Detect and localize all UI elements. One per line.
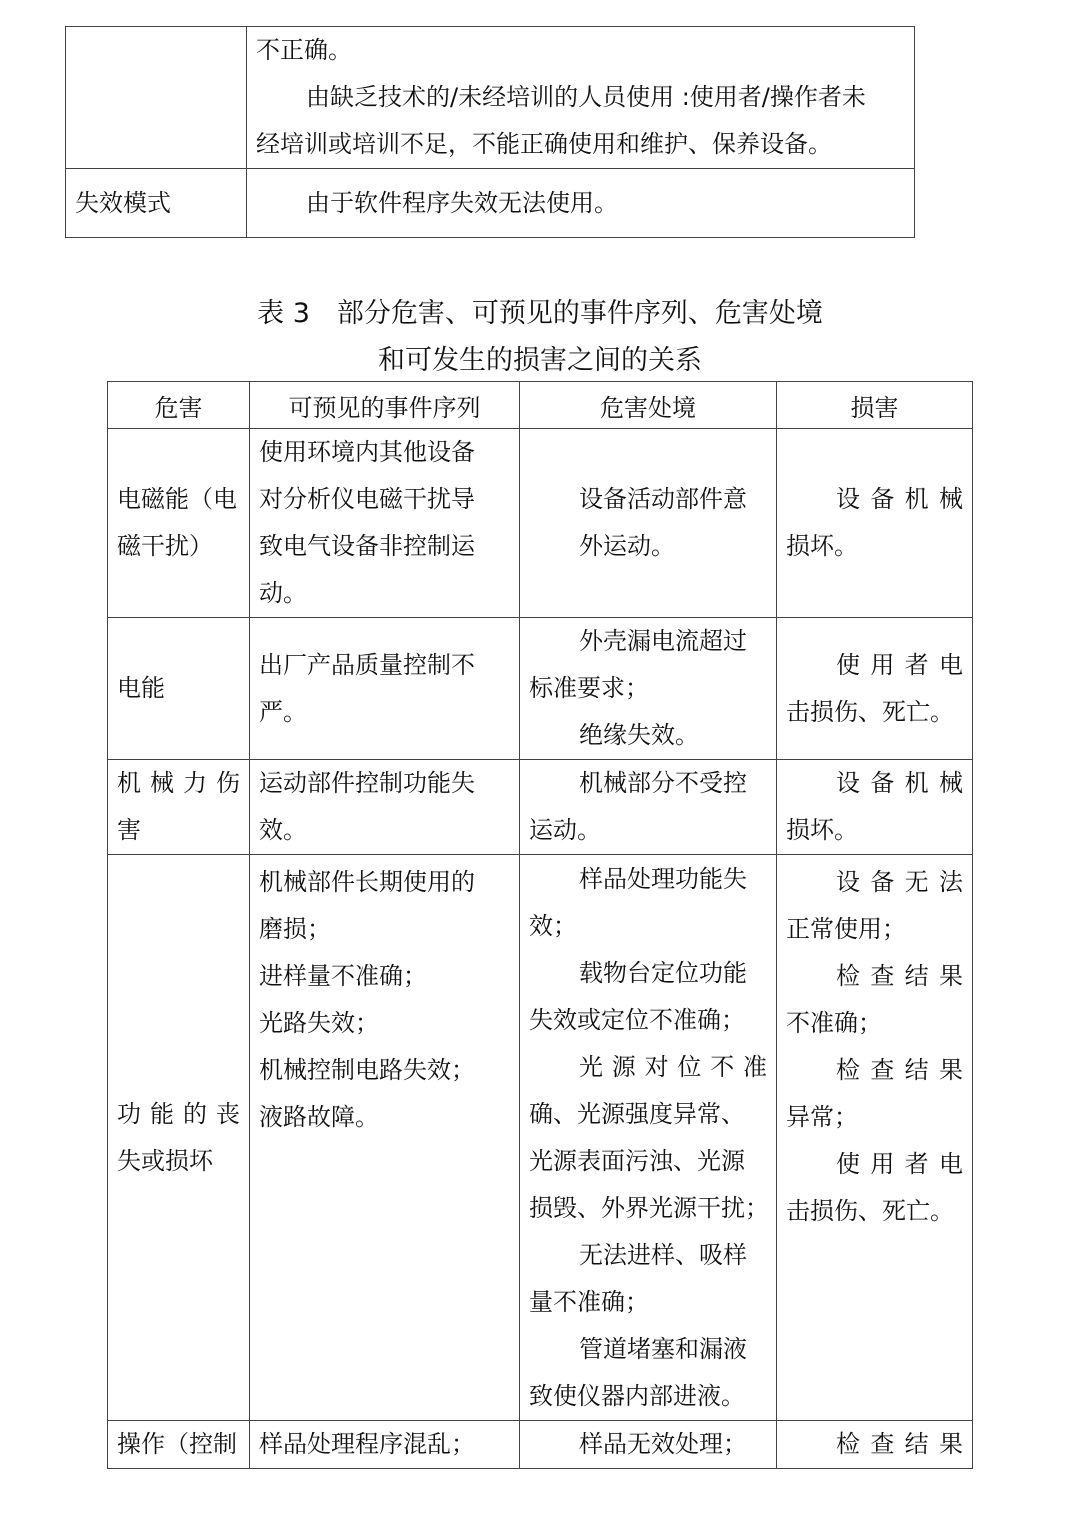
text-line: 致电气设备非控制运 — [259, 532, 475, 560]
text-line: 样品无效处理； — [579, 1430, 747, 1458]
text-line: 使用者电 — [836, 1150, 963, 1178]
table-caption-line2: 和可发生的损害之间的关系 — [378, 345, 702, 376]
text-line: 样品处理程序混乱； — [259, 1430, 475, 1458]
text-line: 失效模式 — [75, 188, 171, 217]
previous-table — [65, 26, 915, 238]
text-line: 使用者电 — [836, 650, 963, 679]
harm-cell — [777, 1421, 973, 1469]
table-row — [108, 429, 973, 618]
text-line: 无法进样、吸样 — [579, 1240, 747, 1269]
header-situation: 危害处境 — [520, 382, 777, 429]
text-line: 标准要求； — [529, 674, 649, 702]
events-cell — [250, 618, 520, 760]
text-line: 绝缘失效。 — [579, 721, 699, 749]
row-content — [247, 169, 915, 238]
text-line: 机械力伤 — [117, 769, 240, 797]
text-line: 不准确； — [786, 1009, 882, 1037]
text-line: 液路故障。 — [259, 1103, 379, 1131]
header-harm: 损害 — [777, 382, 973, 429]
text-line: 击损伤、死亡。 — [786, 697, 954, 726]
text-line: 光源表面污浊、光源 — [529, 1146, 745, 1175]
hazard-table — [107, 381, 973, 1469]
harm-cell — [777, 429, 973, 618]
text-line: 进样量不准确； — [259, 962, 427, 990]
text-line: 失效或定位不准确； — [529, 1005, 745, 1034]
harm-cell — [777, 760, 973, 855]
table-row — [108, 618, 973, 760]
text-line: 设备机械 — [836, 485, 963, 513]
harm-cell — [777, 855, 973, 1421]
text-line: 功能的丧 — [117, 1099, 240, 1128]
harm-cell — [777, 618, 973, 760]
text-line: 检查结果 — [836, 1430, 963, 1458]
text-line: 机械控制电路失效； — [259, 1056, 475, 1084]
row-label — [66, 27, 247, 169]
text-line: 机械部分不受控 — [579, 769, 747, 797]
text-line: 设备活动部件意 — [579, 485, 747, 513]
text-line: 严。 — [259, 697, 307, 726]
text-line: 损坏。 — [786, 816, 858, 844]
text-line: 正常使用； — [786, 915, 906, 943]
text-line: 磨损； — [259, 915, 331, 943]
text-line: 量不准确； — [529, 1287, 649, 1316]
text-line: 确、光源强度异常、 — [529, 1099, 745, 1128]
situation-cell — [520, 618, 777, 760]
events-cell — [250, 855, 520, 1421]
text-line: 效。 — [259, 816, 307, 844]
table-row — [108, 760, 973, 855]
text-line: 由缺乏技术的/未经培训的人员使用 :使用者/操作者未 — [306, 83, 866, 111]
text-line: 光源对位不准 — [579, 1052, 767, 1081]
hazard-cell — [108, 429, 250, 618]
situation-cell — [520, 1421, 777, 1469]
hazard-cell — [108, 855, 250, 1421]
hazard-cell — [108, 1421, 250, 1469]
text-line: 异常； — [786, 1103, 858, 1131]
table-row — [108, 855, 973, 1421]
hazard-cell — [108, 618, 250, 760]
text-line: 外运动。 — [579, 532, 675, 560]
situation-cell — [520, 429, 777, 618]
text-line: 运动。 — [529, 816, 601, 844]
text-line: 对分析仪电磁干扰导 — [259, 485, 475, 513]
text-line: 管道堵塞和漏液 — [579, 1334, 747, 1363]
text-line: 动。 — [259, 579, 307, 607]
events-cell — [250, 1421, 520, 1469]
text-line: 损毁、外界光源干扰； — [529, 1193, 769, 1222]
text-line: 设备机械 — [836, 769, 963, 797]
text-line: 效； — [529, 911, 577, 940]
text-line: 电能 — [117, 674, 165, 702]
table-row — [66, 27, 915, 169]
table-header-row — [108, 382, 973, 429]
hazard-cell — [108, 760, 250, 855]
table-row — [66, 169, 915, 238]
header-hazard: 危害 — [108, 382, 250, 429]
header-events: 可预见的事件序列 — [250, 382, 520, 429]
text-line: 击损伤、死亡。 — [786, 1197, 954, 1225]
text-line: 运动部件控制功能失 — [259, 769, 475, 797]
text-line: 损坏。 — [786, 532, 858, 560]
events-cell — [250, 760, 520, 855]
text-line: 设备无法 — [836, 868, 963, 896]
table-caption-line1: 表 3 部分危害、可预见的事件序列、危害处境 — [257, 298, 823, 329]
text-line: 由于软件程序失效无法使用。 — [306, 188, 618, 217]
text-line: 使用环境内其他设备 — [259, 438, 475, 466]
events-cell — [250, 429, 520, 618]
text-line: 检查结果 — [836, 962, 963, 990]
text-line: 失或损坏 — [117, 1146, 213, 1175]
row-content — [247, 27, 915, 169]
text-line: 光路失效； — [259, 1009, 379, 1037]
text-line: 载物台定位功能 — [579, 958, 747, 987]
text-line: 害 — [117, 816, 141, 844]
row-label — [66, 169, 247, 238]
text-line: 外壳漏电流超过 — [579, 627, 747, 655]
text-line: 磁干扰） — [117, 532, 213, 560]
text-line: 电磁能（电 — [117, 485, 237, 513]
text-line: 不正确。 — [256, 36, 352, 64]
text-line: 样品处理功能失 — [579, 864, 747, 893]
text-line: 检查结果 — [836, 1056, 963, 1084]
text-line: 出厂产品质量控制不 — [259, 650, 475, 679]
text-line: 机械部件长期使用的 — [259, 868, 475, 896]
text-line: 操作（控制 — [117, 1430, 237, 1458]
table-row — [108, 1421, 973, 1469]
situation-cell — [520, 760, 777, 855]
text-line: 经培训或培训不足，不能正确使用和维护、保养设备。 — [256, 130, 832, 158]
situation-cell — [520, 855, 777, 1421]
text-line: 致使仪器内部进液。 — [529, 1381, 745, 1410]
